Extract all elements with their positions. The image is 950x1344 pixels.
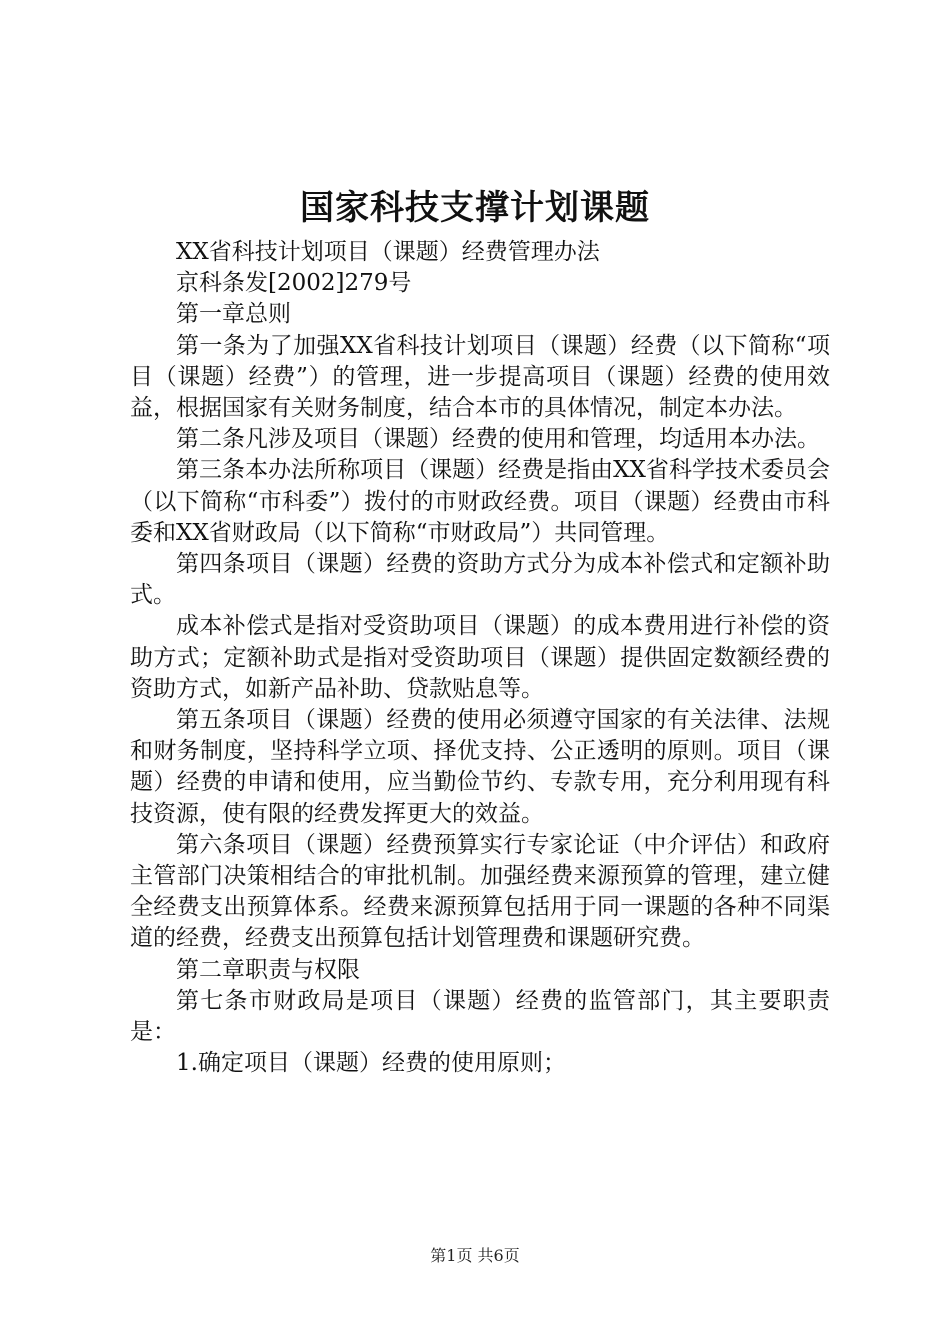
document-body <box>130 237 830 1079</box>
paragraph: 第七条市财政局是项目（课题）经费的监管部门，其主要职责是： <box>130 987 830 1046</box>
paragraph: 第三条本办法所称项目（课题）经费是指由XX省科学技术委员会（以下简称“市科委”）拨付的市财政经费。项目（课题）经费由市科委和XX省财政局（以下简称“市财政局”）共同管理。 <box>130 457 830 546</box>
paragraph: 第二条凡涉及项目（课题）经费的使用和管理，均适用本办法。 <box>176 426 820 453</box>
paragraph: 第四条项目（课题）经费的资助方式分为成本补偿式和定额补助式。 <box>130 551 830 609</box>
paragraph: 成本补偿式是指对受资助项目（课题）的成本费用进行补偿的资助方式；定额补助式是指对受资助项目（课题）提供固定数额经费的资助方式，如新产品补助、贷款贴息等。 <box>130 613 830 702</box>
paragraph: 第五条项目（课题）经费的使用必须遵守国家的有关法律、法规和财务制度，坚持科学立项、择优支持、公正透明的原则。项目（课题）经费的申请和使用，应当勤俭节约、专款专用，充分利用现有科技资源，使有限的经费发挥更大的效益。 <box>130 707 830 827</box>
page-footer: 第1页 共6页 <box>430 1246 520 1265</box>
chapter-heading: 第二章职责与权限 <box>176 956 360 983</box>
page-title: 国家科技支撑计划课题 <box>300 188 650 228</box>
doc-number: 京科条发[2002]279号 <box>176 270 412 297</box>
list-item: 1.确定项目（课题）经费的使用原则； <box>176 1050 566 1077</box>
paragraph: 第六条项目（课题）经费预算实行专家论证（中介评估）和政府主管部门决策相结合的审批机制。加强经费来源预算的管理，建立健全经费支出预算体系。经费来源预算包括用于同一课题的各种不同渠道的经费，经费支出预算包括计划管理费和课题研究费。 <box>130 831 830 952</box>
chapter-heading: 第一章总则 <box>176 301 291 328</box>
doc-subtitle: XX省科技计划项目（课题）经费管理办法 <box>176 239 600 265</box>
paragraph: 第一条为了加强XX省科技计划项目（课题）经费（以下简称“项目（课题）经费”）的管理，进一步提高项目（课题）经费的使用效益，根据国家有关财务制度，结合本市的具体情况，制定本办法。 <box>130 332 830 422</box>
